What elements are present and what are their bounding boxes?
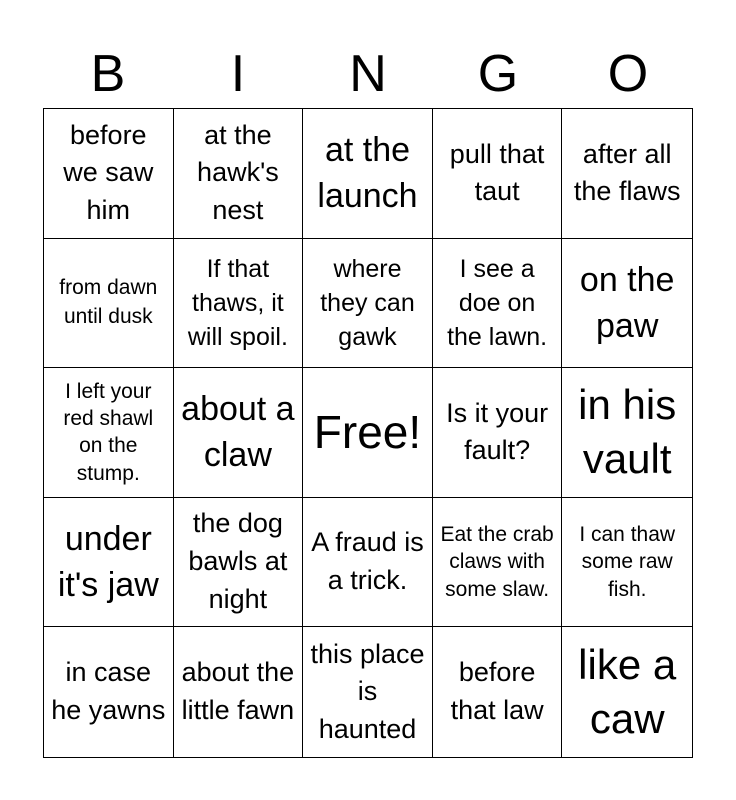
bingo-cell[interactable]: before we saw him [44, 109, 174, 239]
bingo-cell[interactable]: pull that taut [433, 109, 563, 239]
bingo-cell[interactable]: before that law [433, 627, 563, 757]
bingo-cell[interactable]: A fraud is a trick. [303, 498, 433, 628]
bingo-cell[interactable]: after all the flaws [562, 109, 692, 239]
bingo-cell[interactable]: at the hawk's nest [174, 109, 304, 239]
bingo-cell[interactable]: I see a doe on the lawn. [433, 239, 563, 369]
bingo-cell[interactable]: this place is haunted [303, 627, 433, 757]
free-space[interactable]: Free! [303, 368, 433, 498]
header-letter-g: G [477, 45, 519, 103]
header-letter-i: I [230, 45, 246, 103]
bingo-cell[interactable]: If that thaws, it will spoil. [174, 239, 304, 369]
bingo-board [43, 108, 693, 758]
bingo-cell[interactable]: in case he yawns [44, 627, 174, 757]
header-letter-n: N [349, 45, 387, 103]
bingo-cell[interactable]: like a caw [578, 640, 677, 743]
bingo-cell[interactable]: I left your red shawl on the stump. [44, 368, 174, 498]
bingo-cell[interactable]: I can thaw some raw fish. [562, 498, 692, 628]
bingo-header [43, 40, 693, 108]
bingo-cell[interactable]: about a claw [174, 368, 304, 498]
bingo-cell[interactable]: where they can gawk [303, 239, 433, 369]
bingo-cell[interactable]: under it's jaw [44, 498, 174, 628]
bingo-cell[interactable]: Is it your fault? [433, 368, 563, 498]
header-letter-b: B [90, 45, 126, 103]
bingo-cell[interactable]: at the launch [303, 109, 433, 239]
header-letter-o: O [607, 45, 649, 103]
bingo-cell[interactable]: from dawn until dusk [44, 239, 174, 369]
bingo-cell[interactable]: on the paw [562, 239, 692, 369]
bingo-cell[interactable]: the dog bawls at night [174, 498, 304, 628]
bingo-cell[interactable]: about the little fawn [174, 627, 304, 757]
bingo-cell[interactable]: in his vault [562, 368, 692, 498]
bingo-cell[interactable]: Eat the crab claws with some slaw. [433, 498, 563, 628]
